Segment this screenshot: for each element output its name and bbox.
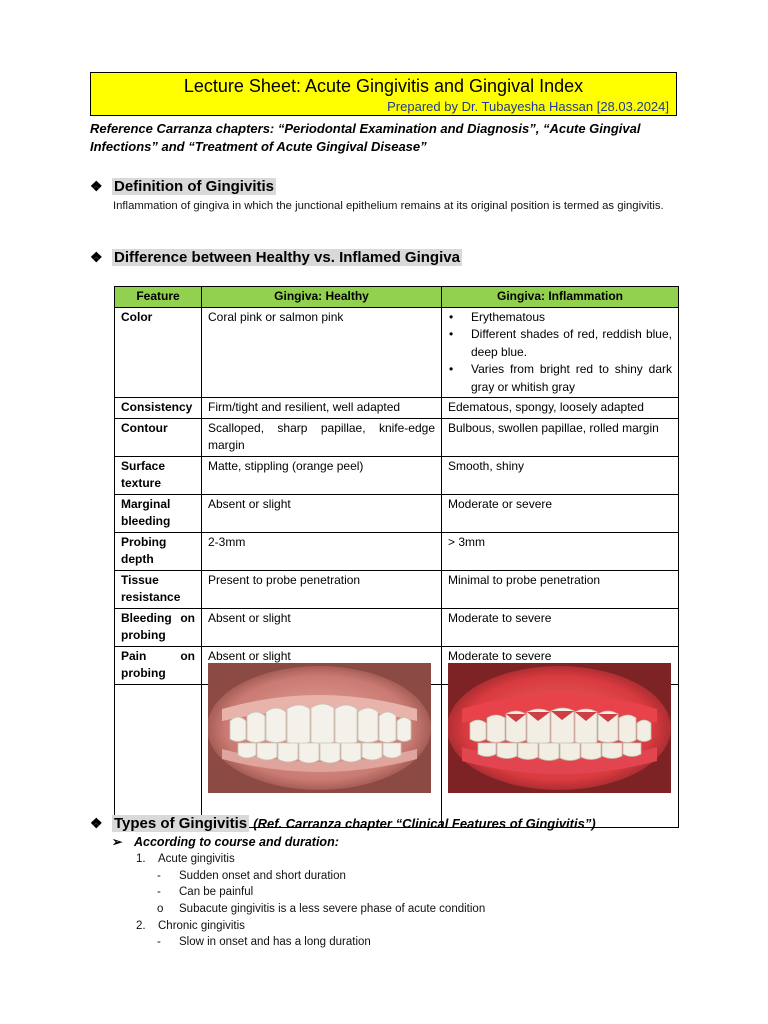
healthy-cell: Coral pink or salmon pink: [202, 307, 442, 398]
feature-cell: Bleeding on probing: [115, 608, 202, 646]
document-title: Lecture Sheet: Acute Gingivitis and Gingival Index: [183, 76, 584, 96]
difference-heading: [90, 247, 462, 267]
list-item: - Can be painful: [157, 886, 254, 898]
healthy-cell: Firm/tight and resilient, well adapted: [202, 398, 442, 419]
inflamed-cell: Moderate to severe: [442, 608, 679, 646]
list-item: 2. Chronic gingivitis: [136, 920, 245, 932]
empty-cell: [115, 684, 202, 827]
column-header: Gingiva: Inflammation: [442, 287, 679, 308]
inflamed-gingiva-photo: [448, 663, 671, 793]
feature-cell: Pain on probing: [115, 646, 202, 684]
feature-cell: Marginal bleeding: [115, 494, 202, 532]
healthy-cell: Present to probe penetration: [202, 570, 442, 608]
table-row: [115, 456, 679, 494]
feature-cell: Tissue resistance: [115, 570, 202, 608]
types-heading: [90, 813, 596, 833]
inflamed-cell: Bulbous, swollen papillae, rolled margin: [442, 418, 679, 456]
inflamed-cell: Smooth, shiny: [442, 456, 679, 494]
feature-cell: Contour: [115, 418, 202, 456]
arrow-bullet-icon: ➢: [112, 835, 123, 849]
definition-heading-text: Definition of Gingivitis: [114, 178, 274, 195]
table-row: [115, 532, 679, 570]
table-row: [115, 570, 679, 608]
feature-cell: Consistency: [115, 398, 202, 419]
subheading-text: According to course and duration:: [134, 835, 339, 849]
list-item: - Sudden onset and short duration: [157, 870, 346, 882]
table-row: [115, 494, 679, 532]
list-item: • Varies from bright red to shiny dark gray or whitish gray: [471, 361, 672, 396]
inflamed-cell: Minimal to probe penetration: [442, 570, 679, 608]
title-box: [90, 72, 677, 116]
healthy-cell: 2-3mm: [202, 532, 442, 570]
column-header: Feature: [115, 287, 202, 308]
healthy-cell: Scalloped, sharp papillae, knife-edge margin: [202, 418, 442, 456]
list-item: - Slow in onset and has a long duration: [157, 936, 371, 948]
definition-text: Inflammation of gingiva in which the junctional epithelium remains at its original position is termed as gingivitis.: [113, 200, 664, 212]
table-row: [115, 307, 679, 398]
inflamed-cell: > 3mm: [442, 532, 679, 570]
diamond-bullet-icon: ❖: [90, 815, 103, 831]
column-header: Gingiva: Healthy: [202, 287, 442, 308]
reference-text: Reference Carranza chapters: “Periodontal Examination and Diagnosis”, “Acute Gingival Infections” and “Treatment of Acute Gingival Disease”: [90, 121, 641, 154]
list-item: 1. Acute gingivitis: [136, 853, 235, 865]
list-item: • Erythematous: [471, 309, 672, 327]
difference-heading-text: Difference between Healthy vs. Inflamed Gingiva: [114, 249, 460, 266]
healthy-gingiva-photo: [208, 663, 431, 793]
diamond-bullet-icon: ❖: [90, 178, 103, 194]
feature-cell: Surface texture: [115, 456, 202, 494]
types-heading-text: Types of Gingivitis: [114, 815, 248, 832]
list-item: o Subacute gingivitis is a less severe phase of acute condition: [157, 903, 486, 915]
list-item: • Different shades of red, reddish blue, deep blue.: [471, 326, 672, 361]
inflamed-cell: Moderate or severe: [442, 494, 679, 532]
types-reference: (Ref. Carranza chapter “Clinical Features of Gingivitis”): [253, 816, 596, 831]
inflamed-cell: Moderate to severe: [442, 646, 679, 684]
definition-heading: [90, 176, 276, 196]
table-row: [115, 608, 679, 646]
diamond-bullet-icon: ❖: [90, 249, 103, 265]
healthy-cell: Matte, stippling (orange peel): [202, 456, 442, 494]
table-row: [115, 418, 679, 456]
feature-cell: Probing depth: [115, 532, 202, 570]
prepared-by: Prepared by Dr. Tubayesha Hassan [28.03.2024]: [387, 99, 669, 114]
healthy-cell: Absent or slight: [202, 494, 442, 532]
healthy-cell: Absent or slight: [202, 646, 442, 684]
table-header-row: [115, 287, 679, 308]
inflamed-cell: Edematous, spongy, loosely adapted: [442, 398, 679, 419]
healthy-cell: Absent or slight: [202, 608, 442, 646]
table-row: [115, 398, 679, 419]
feature-cell: Color: [115, 307, 202, 398]
inflamed-color-list: [448, 309, 672, 397]
inflamed-cell: [442, 307, 679, 398]
types-subheading: [112, 834, 339, 849]
